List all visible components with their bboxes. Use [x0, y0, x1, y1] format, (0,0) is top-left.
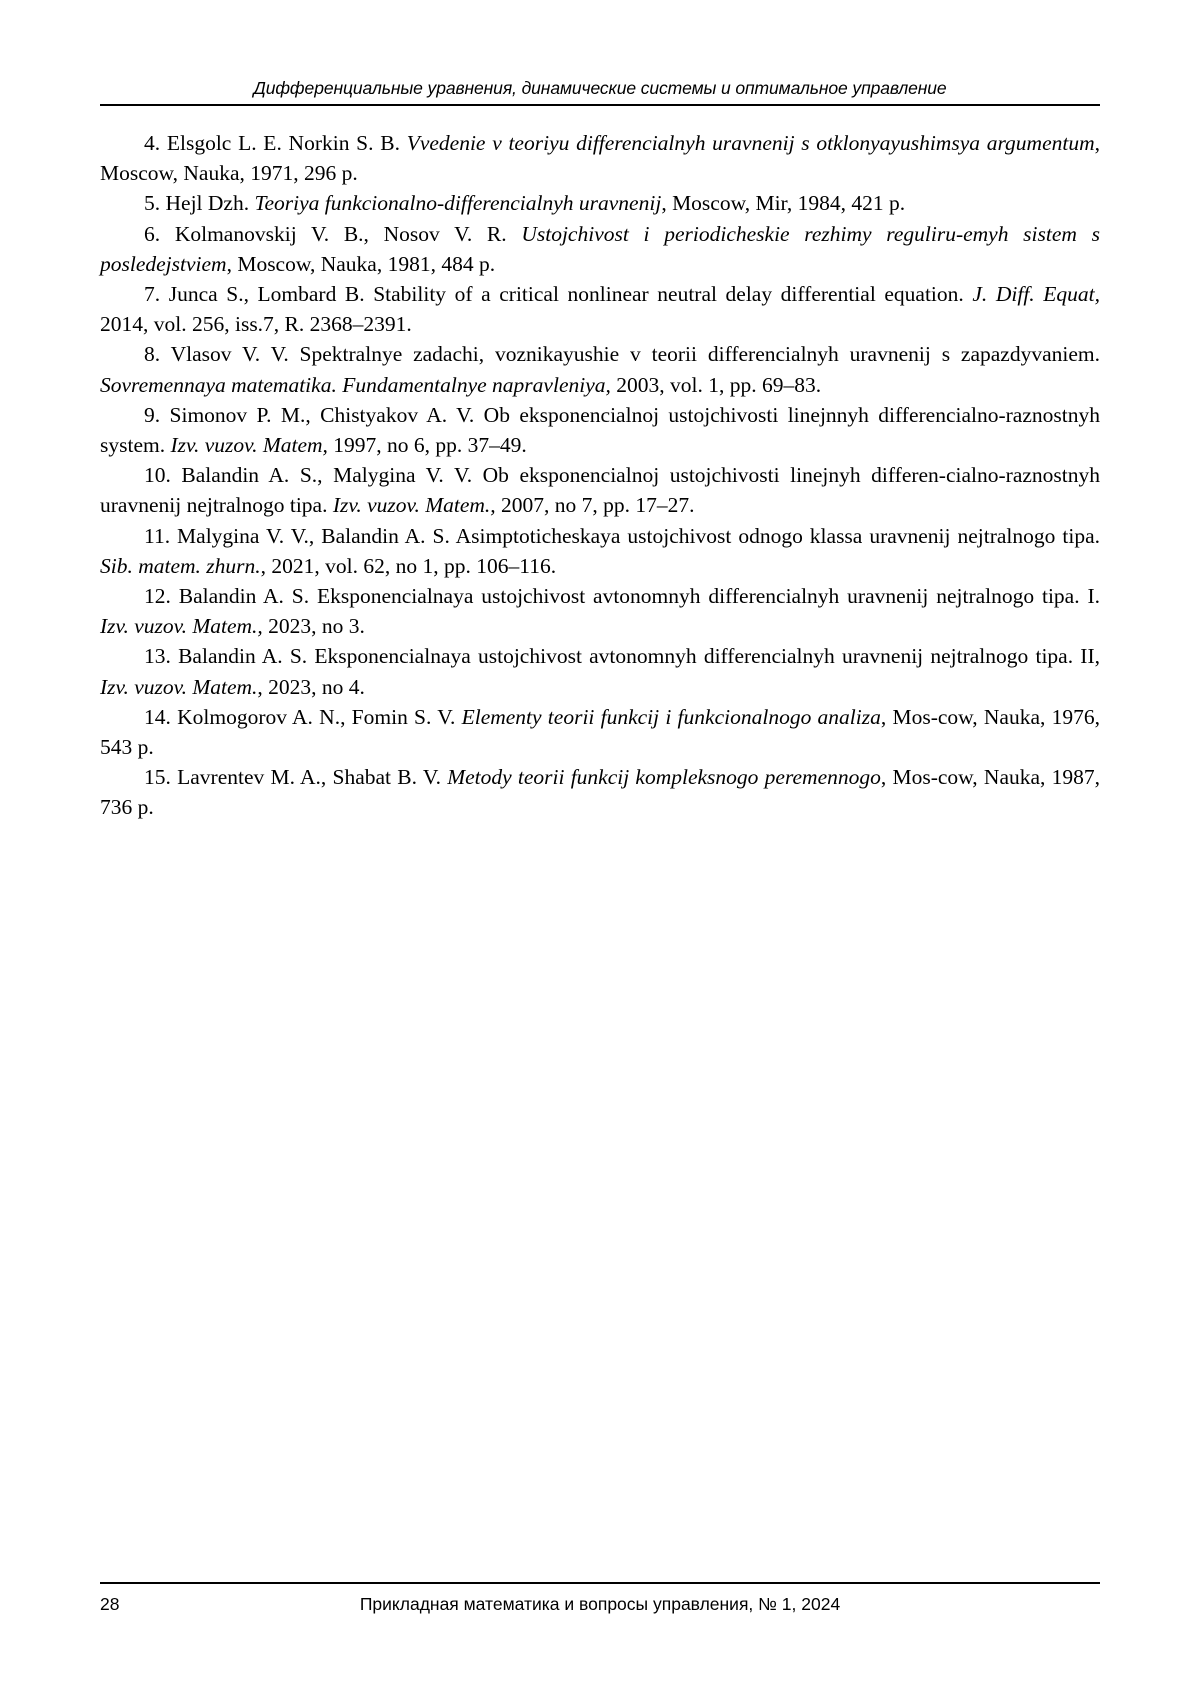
header-rule: [100, 104, 1100, 106]
reference-text: , 2021, vol. 62, no 1, pp. 106–116.: [260, 553, 557, 578]
reference-title: Izv. vuzov. Matem.,: [332, 493, 496, 518]
reference-text: , Moscow, Nauka, 1971, 296 p.: [100, 131, 1100, 186]
references-list: [100, 128, 1100, 823]
reference-text: 9. Simonov P. M., Chistyakov A. V. Ob eksponencialnoj ustojchivosti linejnnyh differencialno-raznostnyh system.: [100, 402, 1100, 458]
reference-entry: [100, 521, 1100, 581]
page-footer: [100, 1594, 1100, 1624]
reference-text: , Moscow, Mir, 1984, 421 p.: [661, 191, 906, 216]
reference-text: 7. Junca S., Lombard B. Stability of a critical nonlinear neutral delay differential equation.: [144, 282, 973, 307]
reference-entry: [100, 762, 1100, 822]
reference-entry: [100, 128, 1100, 188]
reference-entry: [100, 400, 1100, 460]
reference-text: 2003, vol. 1, pp. 69–83.: [610, 372, 822, 397]
reference-text: 11. Malygina V. V., Balandin A. S. Asimptoticheskaya ustojchivost odnogo klassa uravnenij nejtralnogo tipa.: [144, 523, 1100, 548]
reference-title: Ustojchivost i periodicheskie rezhimy reguliru-emyh sistem s posledejstviem: [100, 221, 1101, 276]
reference-entry: [100, 188, 1100, 218]
reference-title: Sovremennaya matematika. Fundamentalnye napravleniya,: [100, 372, 611, 397]
reference-text: 12. Balandin A. S. Eksponencialnaya ustojchivost avtonomnyh differencialnyh uravnenij nejtralnogo tipa. I.: [144, 584, 1100, 609]
reference-entry: [100, 702, 1100, 762]
reference-text: 13. Balandin A. S. Eksponencialnaya ustojchivost avtonomnyh differencialnyh uravnenij nejtralnogo tipa. II,: [144, 644, 1100, 669]
reference-entry: [100, 339, 1100, 399]
reference-text: 6. Kolmanovskij V. B., Nosov V. R.: [144, 221, 522, 246]
reference-text: 1997, no 6, pp. 37–49.: [327, 433, 527, 458]
reference-text: 14. Kolmogorov A. N., Fomin S. V.: [144, 704, 462, 729]
reference-text: 15. Lavrentev M. A., Shabat B. V.: [144, 765, 448, 790]
reference-text: 4. Elsgolc L. E. Norkin S. B.: [144, 131, 407, 155]
reference-title: Metody teorii funkcij kompleksnogo peremennogo: [447, 765, 881, 790]
reference-entry: [100, 641, 1100, 701]
footer-rule: [100, 1582, 1100, 1584]
reference-title: Izv. vuzov. Matem.: [100, 674, 258, 699]
reference-title: Izv. vuzov. Matem,: [170, 433, 328, 458]
running-head: Дифференциальные уравнения, динамические системы и оптимальное управление: [253, 78, 947, 98]
reference-text: , Mos-cow, Nauka, 1976, 543 p.: [100, 704, 1100, 760]
reference-text: , Mos-cow, Nauka, 1987, 736 p.: [100, 765, 1101, 820]
reference-text: 10. Balandin A. S., Malygina V. V. Ob eksponencialnoj ustojchivosti linejnyh differen-cialno-raznostnyh uravnenij nejtralnogo tipa.: [100, 463, 1100, 518]
reference-text: 2014, vol. 256, iss.7, R. 2368–2391.: [100, 312, 412, 337]
reference-entry: [100, 219, 1100, 279]
reference-title: Vvedenie v teoriyu differencialnyh uravnenij s otklonyayushimsya argumentum: [406, 131, 1095, 155]
reference-text: 2007, no 7, pp. 17–27.: [495, 493, 695, 518]
reference-text: , 2023, no 4.: [257, 674, 365, 699]
reference-title: Elementy teorii funkcij i funkcionalnogo analiza: [461, 704, 881, 729]
reference-title: Izv. vuzov. Matem.,: [100, 614, 263, 639]
reference-title: J. Diff. Equat,: [972, 282, 1100, 307]
reference-entry: [100, 279, 1100, 339]
page-number: 28: [100, 1594, 120, 1614]
reference-text: 8. Vlasov V. V. Spektralnye zadachi, voznikayushie v teorii differencialnyh uravnenij s zapazdyvaniem.: [144, 342, 1100, 367]
reference-title: Teoriya funkcionalno-differencialnyh uravnenij: [254, 191, 662, 216]
reference-entry: [100, 460, 1100, 520]
journal-title: Прикладная математика и вопросы управления, № 1, 2024: [359, 1594, 841, 1614]
reference-text: 5. Hejl Dzh.: [144, 191, 255, 216]
reference-entry: [100, 581, 1100, 641]
reference-title: Sib. matem. zhurn.: [100, 553, 261, 578]
reference-text: , Moscow, Nauka, 1981, 484 p.: [226, 251, 496, 276]
reference-text: 2023, no 3.: [262, 614, 365, 639]
